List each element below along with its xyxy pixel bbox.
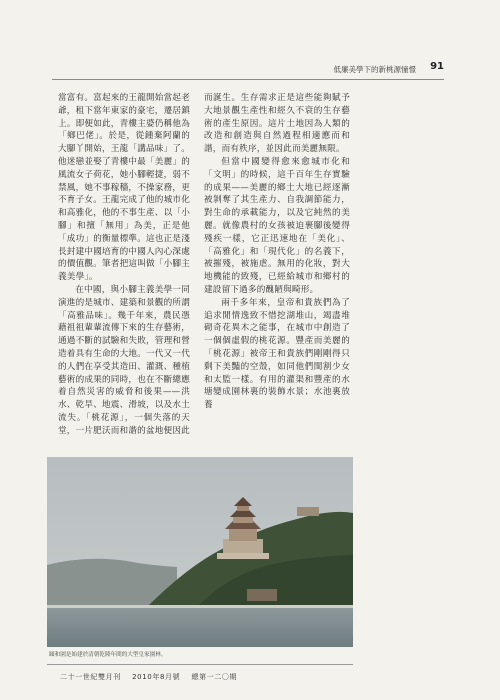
photo-illustration bbox=[47, 457, 353, 647]
paragraph: 而誕生。生存需求正是這些能夠賦予大地景觀生產性和經久不衰的生存藝術的產生原因。這片土地因為人類的改造和創造與自然過程相適應而和諧，而有秩序，並因此而美麗無限。 bbox=[204, 93, 350, 155]
paragraph: 在中國，與小腳主義美學一同演進的是城市、建築和景觀的所謂「高雅品味」。幾千年來，農民憑藉祖祖輩輩流傳下來的生存藝術，通過不斷的試驗和失敗，管理和營造着具有生命的大地。一代又一代的人們在享受其造田、灌溉、種植藝術的成果的同時，也在不斷總應着自然災害的威脅和後果——洪水、乾旱、地震、滑坡，以及水土流失。「桃花源」，一個失落的天堂，一片肥沃而和諧的盆地便因此 bbox=[58, 284, 190, 436]
paragraph: 但當中國變得愈來愈城市化和「文明」的時候，這千百年生存實驗的成果——美麗的鄉土大地已經逐漸被剝奪了其生產力、自我調節能力，對生命的承載能力，以及它純然的美麗。就像農村的女孩被迫裹腳後變得殘疾一樣，它正迅速地在「美化」、「高雅化」和「現代化」的名義下，被摧殘，被施虐。無用的化妝，對大地機能的致殘，已經給城市和鄉村的建設留下過多的醜陋與畸形。 bbox=[204, 156, 350, 295]
footer-rule bbox=[47, 664, 353, 665]
journal-name: 二十一世紀雙月刊 bbox=[60, 673, 121, 681]
page-number: 91 bbox=[430, 61, 444, 72]
right-column bbox=[204, 92, 350, 412]
photo-caption: 頤和園是始建於清朝乾隆年間的大型皇家園林。 bbox=[49, 652, 167, 658]
footer bbox=[60, 672, 237, 682]
header-rule bbox=[52, 79, 444, 80]
lakeside-wall bbox=[47, 605, 353, 608]
kunming-lake bbox=[47, 605, 353, 647]
paragraph: 當富有。富起來的王龍開始當起老爺，租下當年東家的豪宅，遷居鎮上。即便如此，青樓主婆仍稱他為「鄉巴佬」。於是，從鍾棄阿蘭的大腳丫開始，王龍「講品味」了。他迷戀並娶了青樓中最「美麗」的風流女子荷花，她小腳輕捷，弱不禁風，她不事稼穡，不操家務，更不育子女。王龍完成了他的城市化和高雅化，他的不事生產、以「小腳」和擅「無用」為美，正是他「成功」的衡量標準。這也正是淺長封建中國培育的中國人內心深處的價值觀。筆者把這叫做「小腳主義美學」。 bbox=[58, 93, 190, 283]
issue-date: 2010年8月號 bbox=[132, 673, 181, 681]
running-header bbox=[52, 60, 444, 80]
hilltop-pavilion bbox=[297, 507, 319, 516]
summer-palace-photo bbox=[47, 457, 353, 647]
running-title: 低廉美學下的新桃源憧憬 bbox=[333, 65, 416, 74]
paragraph: 兩千多年來，皇帝和貴族們為了追求閒情逸致不惜挖湖堆山，竭盡堆砌奇花異木之能事，在城市中創造了一個個虛假的桃花源。豐產而美麗的「桃花源」被帝王和貴族們剛剛得只剩下美豔的空殼，如同他們閨割少女和太監一樣。有用的灌渠和豐產的水塘變成園林裏的裝飾水景；水池裏放養 bbox=[204, 297, 350, 411]
issue-number: 總第一二〇期 bbox=[191, 673, 238, 681]
left-column bbox=[58, 92, 190, 438]
lakeside-hall bbox=[247, 589, 277, 601]
